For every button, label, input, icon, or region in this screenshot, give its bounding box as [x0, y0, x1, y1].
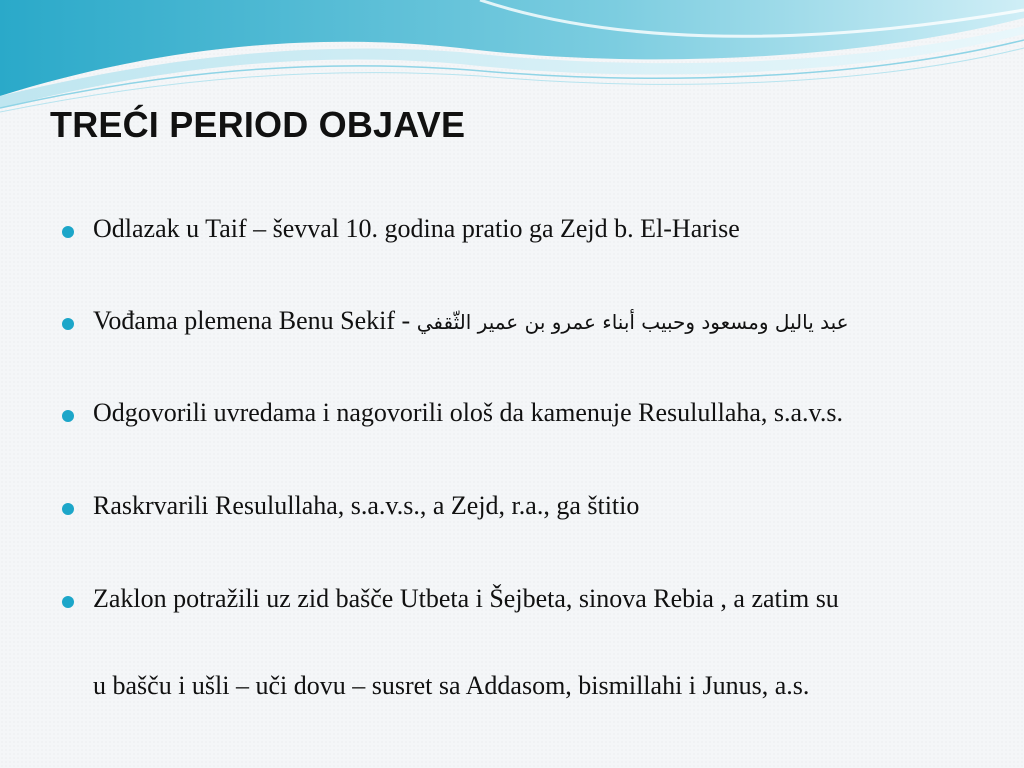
slide-title: TREĆI PERIOD OBJAVE — [50, 104, 466, 145]
bullet-dot-icon — [62, 503, 74, 515]
bullet-dot-icon — [62, 318, 74, 330]
bullet-text: Odgovorili uvredama i nagovorili ološ da kamenuje Resulullaha, s.a.v.s. — [93, 398, 843, 427]
bullet-text: Odlazak u Taif – ševval 10. godina pratio ga Zejd b. El-Harise — [93, 214, 740, 243]
bullet-text: Raskrvarili Resulullaha, s.a.v.s., a Zejd, r.a., ga štitio — [93, 491, 640, 520]
bullet-dot-icon — [62, 410, 74, 422]
bullet-text — [93, 306, 849, 336]
bullet-text-latin: Vođama plemena Benu Sekif - — [93, 306, 417, 335]
bullet-dot-icon — [62, 226, 74, 238]
bullet-text: Zaklon potražili uz zid bašče Utbeta i Šejbeta, sinova Rebia , a zatim su — [93, 584, 839, 613]
header-wave-decoration — [0, 0, 1024, 120]
bullet-text-continuation: u bašču i ušli – uči dovu – susret sa Addasom, bismillahi i Junus, a.s. — [93, 671, 810, 700]
bullet-text-arabic: عبد ياليل ومسعود وحبيب أبناء عمرو بن عمير الثّقفي — [416, 310, 849, 334]
bullet-dot-icon — [62, 596, 74, 608]
